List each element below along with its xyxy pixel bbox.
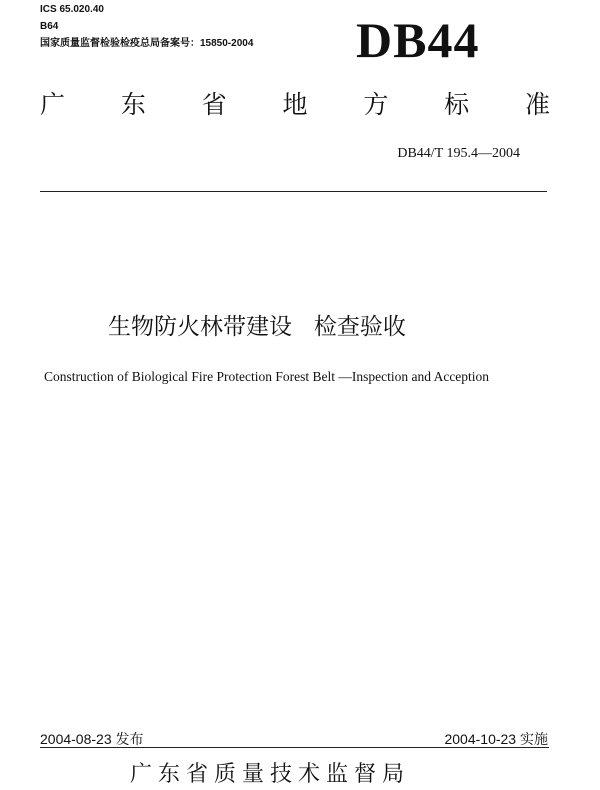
implementation-date: 2004-10-23 实施 — [444, 731, 548, 747]
standard-type-char: 地 — [282, 90, 308, 119]
standard-type-char: 标 — [444, 90, 470, 119]
issue-date: 2004-08-23 发布 — [40, 731, 144, 747]
standard-type-char: 广 — [40, 90, 66, 119]
standard-code-logo: DB44 — [356, 12, 480, 68]
standard-type-char: 省 — [201, 90, 227, 119]
standard-type-char: 方 — [363, 90, 389, 119]
record-number: 国家质量监督检验检疫总局备案号：15850-2004 — [40, 38, 254, 49]
standard-type-char: 东 — [120, 90, 146, 119]
footer-divider — [40, 747, 549, 748]
english-title: Construction of Biological Fire Protection Forest Belt —Inspection and Acception — [44, 369, 490, 384]
standard-type-char: 准 — [524, 90, 550, 119]
standard-type-title — [40, 88, 550, 122]
standard-number: DB44/T 195.4—2004 — [397, 146, 520, 161]
chinese-title: 生物防火林带建设 检查验收 — [108, 314, 406, 340]
ccs-code: B64 — [40, 21, 59, 32]
header-divider — [40, 191, 547, 192]
ics-code: ICS 65.020.40 — [40, 4, 104, 15]
issuer-name: 广东省质量技术监督局 — [130, 762, 411, 787]
